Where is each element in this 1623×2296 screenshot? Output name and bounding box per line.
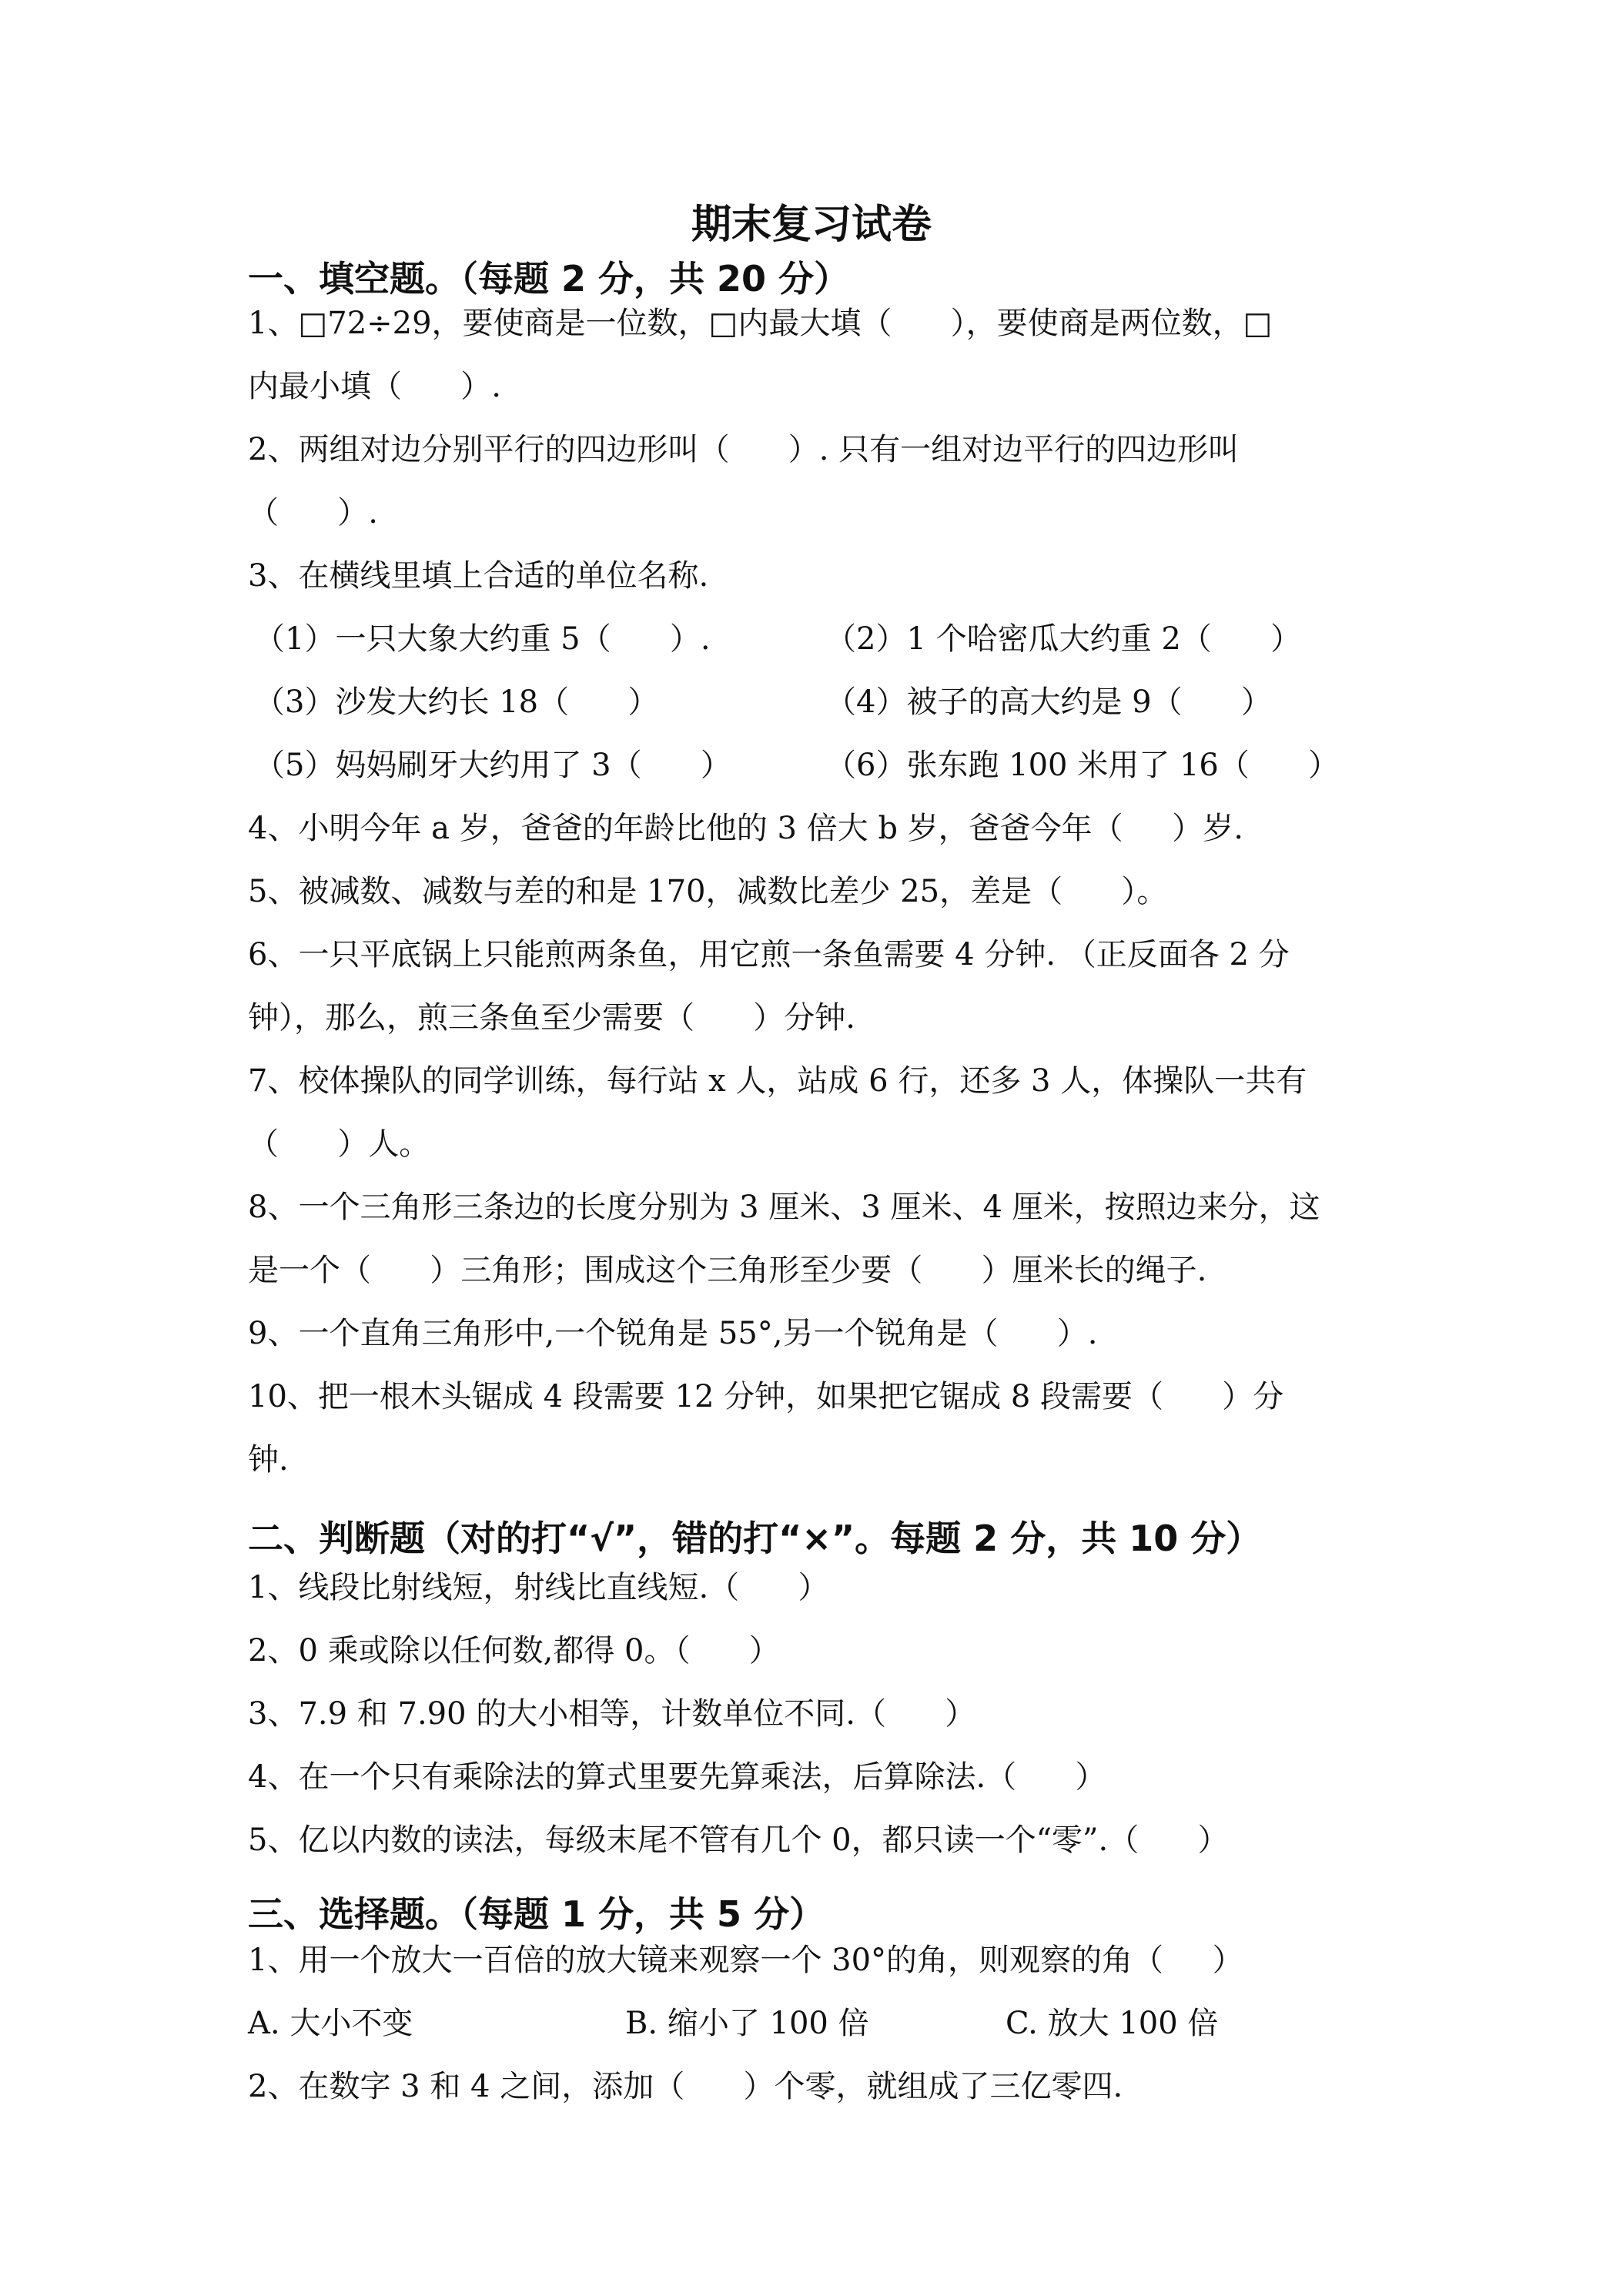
- section3-heading: 三、选择题。（每题 1 分，共 5 分）: [248, 1893, 825, 1935]
- section2-heading: 二、判断题（对的打“√”，错的打“×”。每题 2 分，共 10 分）: [248, 1518, 1262, 1559]
- question-line: 10、把一根木头锯成 4 段需要 12 分钟，如果把它锯成 8 段需要（ ）分: [248, 1379, 1284, 1414]
- choice-option-c: C. 放大 100 倍: [1006, 2006, 1219, 2041]
- question-line: 7、校体操队的同学训练，每行站 x 人，站成 6 行，还多 3 人，体操队一共有: [248, 1063, 1307, 1099]
- choice-question: 1、用一个放大一百倍的放大镜来观察一个 30°的角，则观察的角（ ）: [248, 1943, 1243, 1978]
- question-line: （ ）人。: [248, 1126, 430, 1162]
- judge-line: 3、7.9 和 7.90 的大小相等，计数单位不同.（ ）: [248, 1696, 976, 1732]
- question-line: 钟.: [248, 1442, 289, 1478]
- judge-line: 5、亿以内数的读法，每级末尾不管有几个 0，都只读一个“零”.（ ）: [248, 1822, 1229, 1858]
- question-line: 6、一只平底锅上只能煎两条鱼，用它煎一条鱼需要 4 分钟. （正反面各 2 分: [248, 937, 1290, 972]
- question-line: 钟），那么，煎三条鱼至少需要（ ）分钟.: [248, 1000, 856, 1036]
- sub-item: （3）沙发大约长 18（ ）: [254, 684, 659, 720]
- question-line: 内最小填（ ）.: [248, 369, 502, 404]
- question-line: 9、一个直角三角形中,一个锐角是 55°,另一个锐角是（ ）.: [248, 1316, 1098, 1351]
- choice-option-a: A. 大小不变: [248, 2006, 413, 2041]
- section1-heading: 一、填空题。（每题 2 分，共 20 分）: [248, 258, 850, 300]
- sub-item: （2）1 个哈密瓜大约重 2（ ）: [825, 621, 1302, 657]
- question-line: 1、□72÷29，要使商是一位数，□内最大填（ ），要使商是两位数，□: [248, 306, 1273, 341]
- judge-line: 4、在一个只有乘除法的算式里要先算乘法，后算除法.（ ）: [248, 1759, 1106, 1795]
- judge-line: 2、0 乘或除以任何数,都得 0。（ ）: [248, 1633, 780, 1668]
- question-line: 3、在横线里填上合适的单位名称.: [248, 558, 709, 594]
- question-line: 4、小明今年 a 岁，爸爸的年龄比他的 3 倍大 b 岁，爸爸今年（ ）岁.: [248, 811, 1243, 846]
- question-line: 是一个（ ）三角形；围成这个三角形至少要（ ）厘米长的绳子.: [248, 1253, 1207, 1288]
- sub-item: （6）张东跑 100 米用了 16（ ）: [825, 748, 1340, 783]
- question-line: 8、一个三角形三条边的长度分别为 3 厘米、3 厘米、4 厘米，按照边来分，这: [248, 1190, 1320, 1225]
- page-title: 期末复习试卷: [691, 202, 932, 248]
- sub-item: （5）妈妈刷牙大约用了 3（ ）: [254, 748, 731, 783]
- question-line: （ ）.: [248, 495, 379, 530]
- sub-item: （4）被子的高大约是 9（ ）: [825, 684, 1272, 720]
- choice-question: 2、在数字 3 和 4 之间，添加（ ）个零，就组成了三亿零四.: [248, 2069, 1123, 2104]
- sub-item: （1）一只大象大约重 5（ ）.: [254, 621, 711, 657]
- choice-option-b: B. 缩小了 100 倍: [625, 2006, 869, 2041]
- question-line: 2、两组对边分别平行的四边形叫（ ）. 只有一组对边平行的四边形叫: [248, 432, 1240, 467]
- judge-line: 1、线段比射线短，射线比直线短.（ ）: [248, 1570, 829, 1605]
- question-line: 5、被减数、减数与差的和是 170，减数比差少 25，差是（ ）。: [248, 874, 1168, 909]
